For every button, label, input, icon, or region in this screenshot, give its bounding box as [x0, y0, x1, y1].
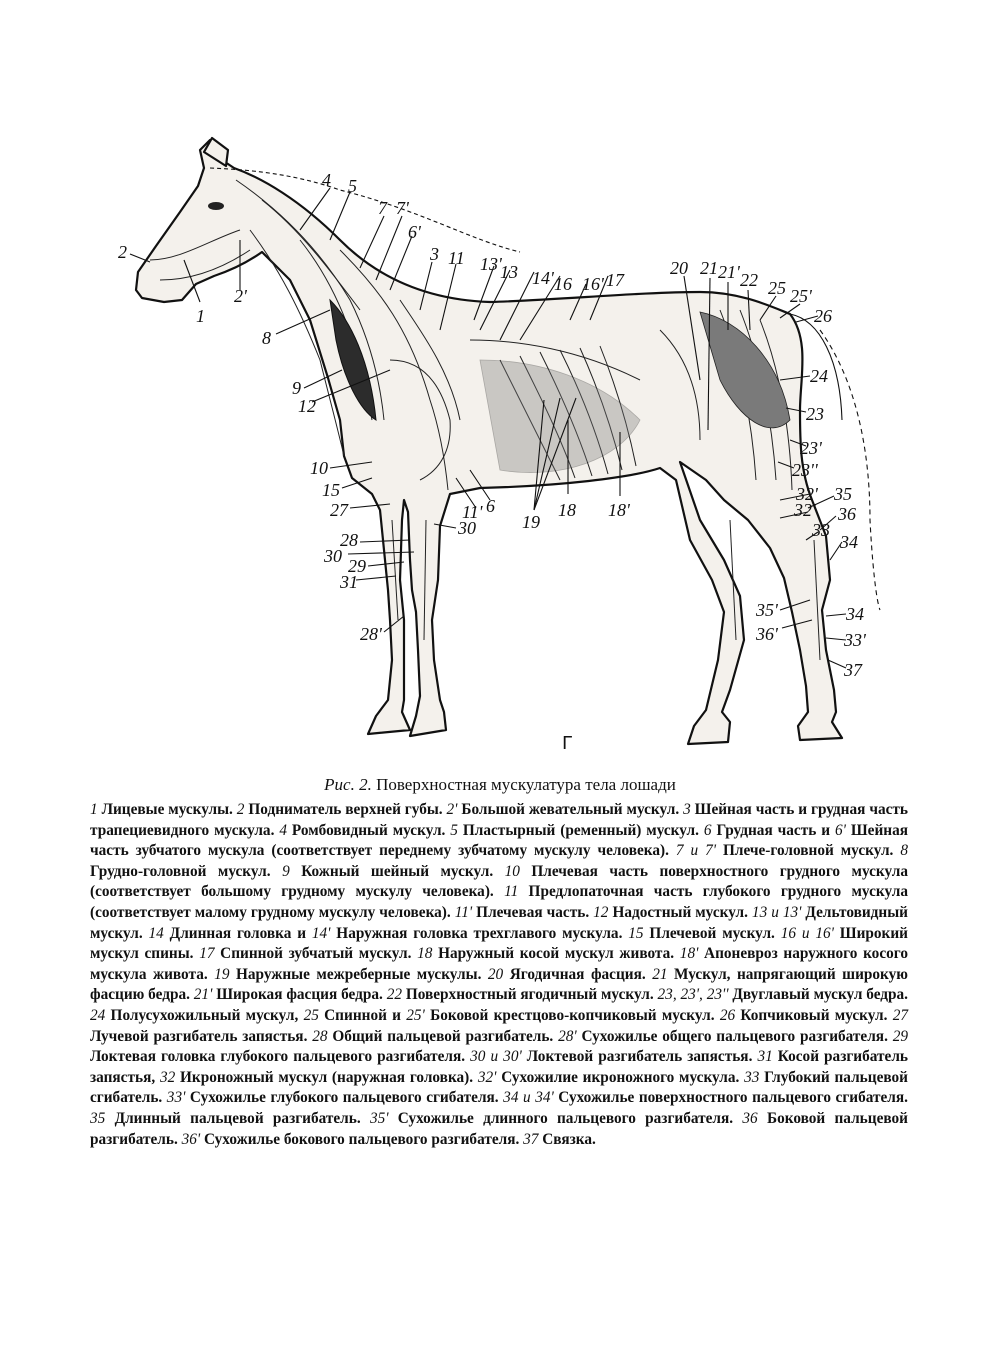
legend-number: 33'	[166, 1089, 186, 1107]
caption-title: Поверхностная мускулатура тела лошади	[376, 775, 676, 794]
legend-text: Широкая фасция бедра.	[212, 986, 387, 1004]
label-36: 36	[838, 504, 856, 524]
legend-item	[90, 801, 237, 818]
legend-number: 26	[719, 1006, 736, 1024]
legend-number: 28	[312, 1027, 328, 1045]
legend-number: 36	[742, 1109, 758, 1127]
legend-number: 10	[504, 862, 520, 880]
legend-text: Сухожилье глубокого пальцевого сгибателя.	[185, 1089, 504, 1107]
label-2: 2	[118, 242, 127, 262]
legend-item	[447, 801, 684, 818]
legend-text: Грудно-головной мускул.	[90, 862, 283, 880]
label-30-right: 30	[458, 518, 476, 538]
legend-item	[237, 801, 447, 818]
legend-text: Мускул, напрягающий широкую фасцию бедра.	[90, 965, 908, 1004]
label-27: 27	[330, 500, 348, 520]
legend-number: 2'	[446, 801, 458, 818]
label-9: 9	[292, 378, 301, 398]
legend-text: Большой жевательный мускул.	[457, 801, 684, 818]
label-32pp: 32'	[794, 500, 816, 520]
legend-number: 29	[892, 1027, 908, 1045]
caption-prefix: Рис. 2.	[324, 775, 372, 794]
legend-text: Грудная часть и	[711, 821, 835, 839]
legend-item	[488, 966, 652, 983]
legend-item	[720, 1007, 893, 1024]
legend-text: Широкий мускул спины.	[90, 924, 908, 963]
label-11: 11	[448, 248, 465, 268]
figure-legend	[90, 800, 908, 1150]
legend-text: Поверхностный ягодичный мускул.	[401, 986, 658, 1004]
legend-text: Плече-головной мускул.	[716, 842, 901, 860]
legend-number: 3	[683, 801, 691, 818]
legend-text: Плечевой мускул.	[643, 924, 781, 942]
legend-text: Икроножный мускул (наружная головка).	[175, 1068, 478, 1086]
legend-number: 31	[757, 1048, 773, 1066]
label-6p: 6'	[408, 222, 421, 242]
legend-number: 35	[90, 1109, 106, 1127]
legend-text: Полусухожильный мускул,	[105, 1006, 304, 1024]
legend-text: Ромбовидный мускул.	[287, 821, 451, 839]
legend-text: Глубокий пальцевой сгибатель.	[90, 1068, 908, 1107]
label-33p: 33'	[844, 630, 866, 650]
legend-text: Копчиковый мускул.	[735, 1006, 893, 1024]
label-34-upper: 34	[840, 532, 858, 552]
legend-item	[279, 822, 450, 839]
legend-number: 13 и 13'	[751, 903, 802, 921]
label-18p: 18'	[608, 500, 630, 520]
label-33: 33	[812, 520, 830, 540]
label-26: 26	[814, 306, 832, 326]
legend-number: 25'	[406, 1006, 425, 1024]
label-20: 20	[670, 258, 688, 278]
legend-item	[304, 1007, 407, 1024]
legend-text: Сухожилье бокового пальцевого разгибателя.	[200, 1130, 524, 1148]
legend-item	[455, 904, 593, 921]
legend-text: Спинной зубчатый мускул.	[214, 945, 418, 963]
legend-number: 37	[523, 1130, 539, 1148]
legend-text: Лучевой разгибатель запястья.	[90, 1027, 313, 1045]
legend-number: 14	[148, 924, 164, 942]
legend-item	[167, 1089, 503, 1106]
label-35p: 35'	[756, 600, 778, 620]
legend-number: 16 и 16'	[780, 924, 834, 942]
legend-number: 9	[282, 862, 290, 880]
legend-item	[282, 863, 505, 880]
legend-number: 11	[504, 883, 519, 901]
label-29: 29	[348, 556, 366, 576]
label-8: 8	[262, 328, 271, 348]
legend-number: 18	[417, 945, 433, 963]
legend-number: 19	[214, 965, 230, 983]
legend-text: Шейная часть и грудная часть трапециевидного мускула.	[90, 801, 908, 839]
legend-text: Общий пальцевой разгибатель.	[327, 1027, 559, 1045]
legend-item	[658, 986, 908, 1003]
legend-number: 7 и 7'	[675, 842, 717, 860]
legend-text: Связка.	[538, 1130, 596, 1148]
legend-item	[628, 925, 780, 942]
legend-number: 1	[90, 801, 98, 818]
label-10: 10	[310, 458, 328, 478]
legend-item	[387, 986, 658, 1003]
legend-text: Боковой крестцово-копчиковый мускул.	[424, 1006, 720, 1024]
label-5: 5	[348, 176, 357, 196]
legend-text: Длинный пальцевой разгибатель.	[105, 1109, 370, 1127]
legend-item	[199, 945, 417, 962]
legend-number: 30 и 30'	[470, 1048, 522, 1066]
label-22: 22	[740, 270, 758, 290]
label-1: 1	[196, 306, 205, 326]
legend-text: Сухожилье общего пальцевого разгибателя.	[576, 1027, 893, 1045]
label-21: 21	[700, 258, 718, 278]
legend-item	[90, 1110, 370, 1127]
legend-text: Сухожилие икроножного мускула.	[496, 1068, 745, 1086]
legend-number: 21	[652, 965, 668, 983]
legend-number: 36'	[181, 1130, 201, 1148]
legend-text: Плечевая часть поверхностного грудного мускула (соответствует большому грудному мускулу человека).	[90, 862, 909, 901]
legend-number: 2	[236, 801, 245, 818]
label-23: 23	[806, 404, 824, 424]
label-18: 18	[558, 500, 576, 520]
legend-item	[470, 1048, 757, 1065]
legend-text: Локтевой разгибатель запястья.	[521, 1048, 758, 1066]
legend-item	[149, 925, 312, 942]
legend-number: 32'	[477, 1068, 497, 1086]
legend-number: 5	[450, 821, 458, 839]
legend-item	[182, 1131, 524, 1148]
legend-item	[312, 1028, 558, 1045]
legend-number: 14'	[311, 924, 331, 942]
horse-body-outline	[136, 140, 842, 744]
label-31: 31	[340, 572, 358, 592]
legend-text: Пластырный (ременный) мускул.	[457, 821, 704, 839]
label-4: 4	[322, 170, 331, 190]
legend-text: Двуглавый мускул бедра.	[728, 986, 908, 1004]
label-3: 3	[430, 244, 439, 264]
legend-text: Кожный шейный мускул.	[289, 862, 505, 880]
legend-number: 4	[279, 821, 287, 839]
legend-number: 6'	[835, 821, 846, 839]
legend-number: 24	[90, 1006, 106, 1024]
legend-text: Ягодичная фасция.	[503, 965, 653, 983]
legend-number: 18'	[679, 945, 699, 963]
legend-text: Косой разгибатель запястья,	[90, 1048, 908, 1086]
legend-text: Апоневроз наружного косого мускула живота.	[90, 945, 908, 983]
legend-item	[450, 822, 704, 839]
label-17: 17	[606, 270, 624, 290]
label-36p: 36'	[756, 624, 778, 644]
legend-item	[503, 1089, 908, 1106]
legend-number: 11'	[454, 903, 473, 921]
label-37: 37	[844, 660, 862, 680]
legend-item	[478, 1069, 744, 1086]
label-16p: 16'	[582, 274, 604, 294]
label-24: 24	[810, 366, 828, 386]
label-2p: 2'	[234, 286, 247, 306]
legend-item	[194, 986, 387, 1003]
label-23p: 23'	[800, 438, 822, 458]
legend-item	[676, 842, 900, 859]
legend-text: Спинной и	[318, 1006, 407, 1024]
legend-number: 33	[744, 1068, 760, 1086]
legend-number: 17	[199, 945, 215, 963]
legend-text: Локтевая головка глубокого пальцевого разгибателя.	[90, 1048, 471, 1066]
legend-text: Дельтовидный мускул.	[90, 903, 908, 942]
legend-text: Подниматель верхней губы.	[244, 801, 447, 818]
legend-number: 32	[159, 1068, 176, 1086]
label-13: 13	[500, 262, 518, 282]
legend-text: Плечевая часть.	[472, 903, 594, 921]
legend-item	[417, 945, 680, 962]
legend-number: 12	[593, 903, 609, 921]
legend-text: Лицевые мускулы.	[97, 801, 237, 818]
legend-item	[312, 925, 628, 942]
label-11p: 11'	[462, 502, 483, 522]
legend-number: 8	[900, 842, 908, 860]
printer-mark: ᒥ	[562, 733, 573, 754]
legend-item	[370, 1110, 742, 1127]
eye	[208, 202, 224, 210]
label-7: 7	[378, 198, 387, 218]
legend-number: 6	[703, 821, 712, 839]
label-34-lower: 34	[846, 604, 864, 624]
legend-item	[523, 1131, 596, 1148]
legend-item	[90, 1007, 304, 1024]
legend-text: Сухожилье поверхностного пальцевого сгибателя.	[553, 1089, 908, 1107]
label-21p: 21'	[718, 262, 740, 282]
figure-caption	[0, 775, 1000, 795]
legend-text: Наружные межреберные мускулы.	[229, 965, 488, 983]
label-15: 15	[322, 480, 340, 500]
legend-number: 28'	[558, 1027, 577, 1045]
label-6: 6	[486, 496, 495, 516]
legend-number: 35'	[369, 1109, 389, 1127]
legend-text: Наружная головка трехглавого мускула.	[330, 924, 629, 942]
legend-text: Наружный косой мускул живота.	[432, 945, 680, 963]
label-32p: 32'	[796, 484, 818, 504]
legend-number: 27	[892, 1006, 908, 1024]
legend-text: Предлопаточная часть глубокого грудного мускула (соответствует малому грудному мускулу человека).	[90, 883, 908, 921]
label-12: 12	[298, 396, 316, 416]
label-14p: 14'	[532, 268, 554, 288]
legend-item	[160, 1069, 478, 1086]
label-28p: 28'	[360, 624, 382, 644]
label-28: 28	[340, 530, 358, 550]
legend-number: 25	[303, 1006, 319, 1024]
label-13p: 13'	[480, 254, 502, 274]
label-19: 19	[522, 512, 540, 532]
legend-item	[406, 1007, 720, 1024]
label-35: 35	[834, 484, 852, 504]
legend-item	[704, 822, 835, 839]
label-7p: 7'	[396, 198, 409, 218]
legend-number: 21'	[193, 986, 213, 1004]
legend-item	[593, 904, 752, 921]
legend-text: Длинная головка и	[163, 924, 312, 942]
label-16: 16	[554, 274, 572, 294]
legend-number: 20	[487, 965, 504, 983]
legend-text: Сухожилье длинного пальцевого разгибателя.	[388, 1109, 743, 1127]
label-30-left: 30	[324, 546, 342, 566]
legend-number: 22	[386, 986, 402, 1004]
legend-item	[558, 1028, 893, 1045]
legend-number: 34 и 34'	[503, 1089, 554, 1107]
label-25: 25	[768, 278, 786, 298]
legend-number: 23, 23', 23''	[657, 986, 729, 1004]
legend-item	[214, 966, 488, 983]
legend-text: Надостный мускул.	[608, 903, 752, 921]
legend-text: Боковой пальцевой разгибатель.	[90, 1109, 908, 1148]
label-25p: 25'	[790, 286, 812, 306]
legend-text: Шейная часть зубчатого мускула (соответствует переднему зубчатому мускулу человека).	[90, 821, 908, 860]
label-23pp: 23''	[792, 460, 818, 480]
legend-number: 15	[628, 924, 644, 942]
